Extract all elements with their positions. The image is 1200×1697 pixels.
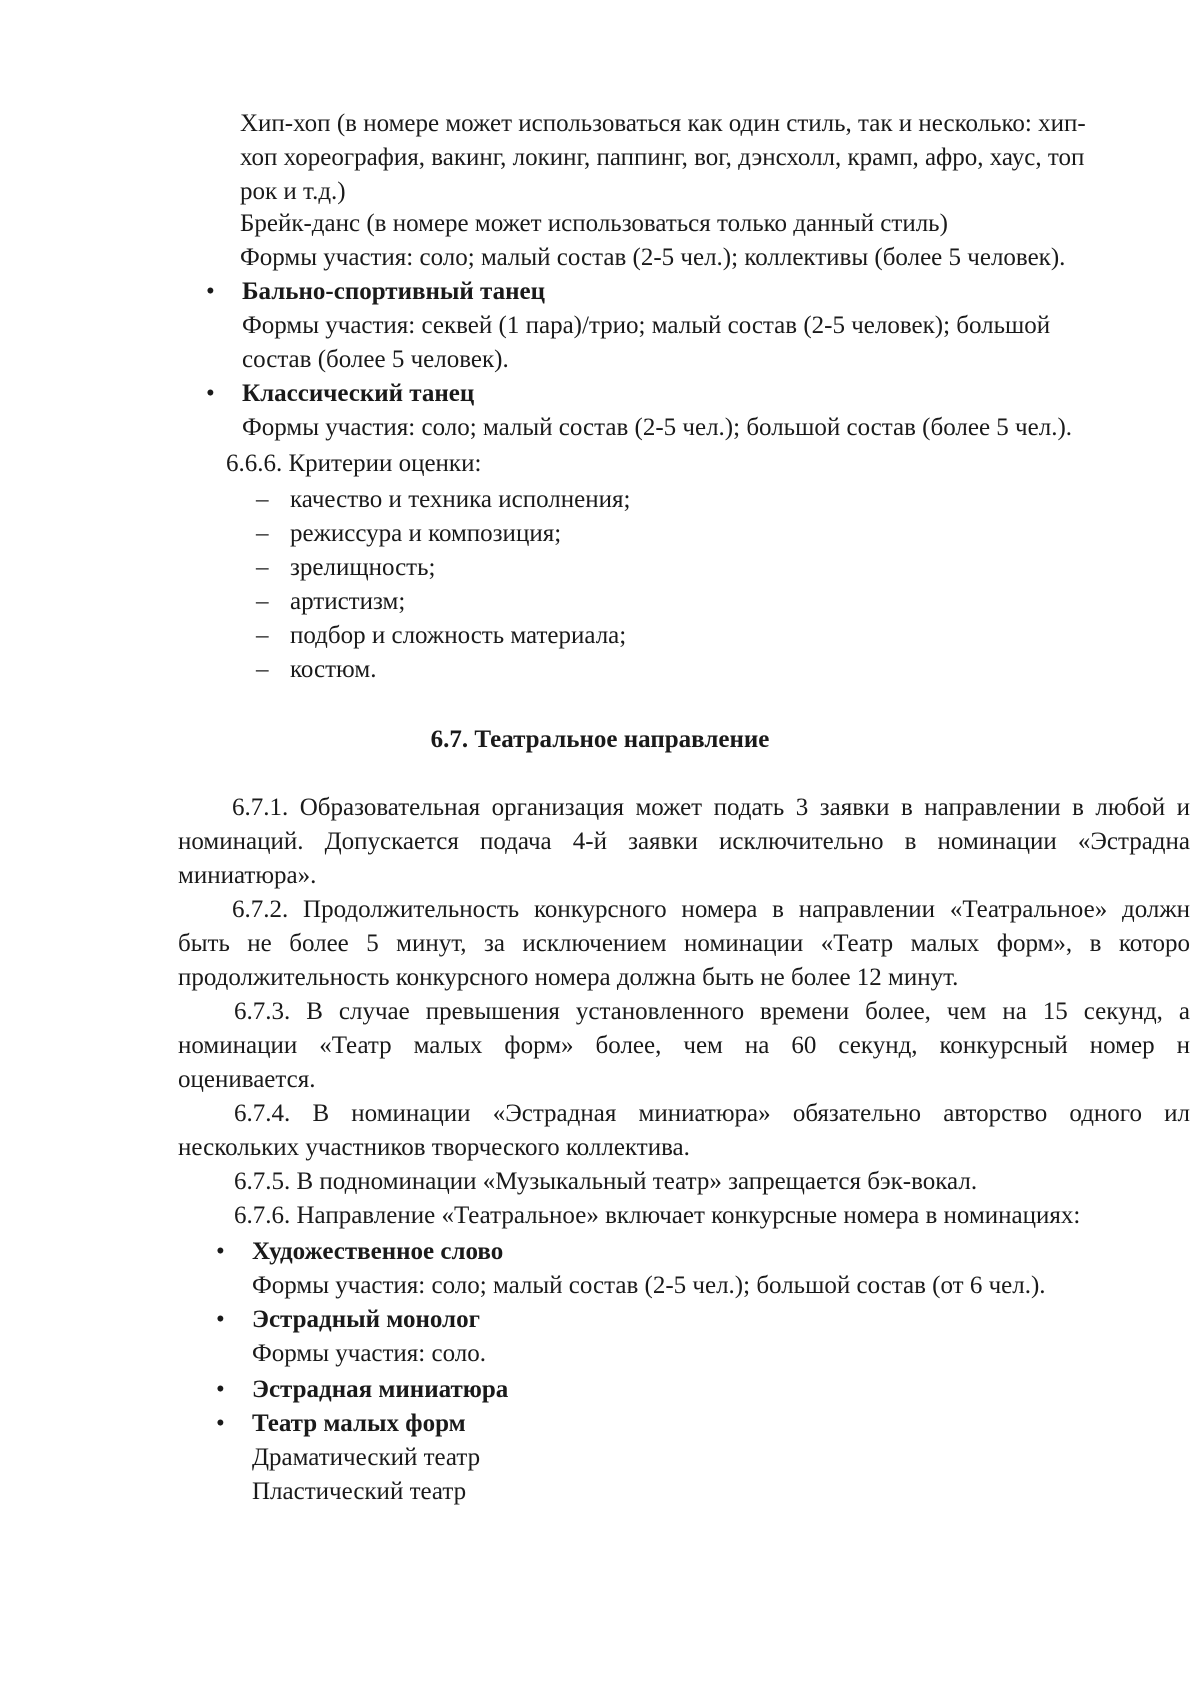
bullet-icon: • bbox=[206, 278, 215, 305]
paragraph-673-line-3: оценивается. bbox=[178, 1066, 316, 1093]
bullet-icon: • bbox=[216, 1376, 225, 1403]
criteria-item: режиссура и композиция; bbox=[290, 520, 562, 547]
dash-icon: – bbox=[256, 554, 269, 581]
criteria-item: зрелищность; bbox=[290, 554, 436, 581]
stage-miniature-title: Эстрадная миниатюра bbox=[252, 1376, 509, 1403]
paragraph-674-line-1: 6.7.4. В номинации «Эстрадная миниатюра» обязательно авторство одного ил bbox=[234, 1100, 1190, 1127]
paragraph-671-line-1: 6.7.1. Образовательная организация может подать 3 заявки в направлении в любой и bbox=[232, 794, 1190, 821]
artistic-word-title: Художественное слово bbox=[252, 1238, 504, 1265]
ballroom-dance-title: Бально-спортивный танец bbox=[242, 278, 546, 305]
dash-icon: – bbox=[256, 622, 269, 649]
stage-monologue-title: Эстрадный монолог bbox=[252, 1306, 480, 1333]
bullet-icon: • bbox=[216, 1410, 225, 1437]
criteria-item: артистизм; bbox=[290, 588, 406, 615]
drama-theatre-line: Драматический театр bbox=[252, 1444, 481, 1471]
ballroom-forms-line-1: Формы участия: секвей (1 пара)/трио; малый состав (2-5 человек); большой bbox=[242, 312, 1051, 339]
dash-icon: – bbox=[256, 656, 269, 683]
paragraph-674-line-2: нескольких участников творческого коллектива. bbox=[178, 1134, 690, 1161]
bullet-icon: • bbox=[216, 1306, 225, 1333]
paragraph-672-line-3: продолжительность конкурсного номера должна быть не более 12 минут. bbox=[178, 964, 959, 991]
breakdance-line: Брейк-данс (в номере может использоваться только данный стиль) bbox=[240, 210, 948, 237]
paragraph-673-line-2: номинации «Театр малых форм» более, чем на 60 секунд, конкурсный номер н bbox=[178, 1032, 1190, 1059]
bullet-icon: • bbox=[216, 1238, 225, 1265]
section-heading: 6.7. Театральное направление bbox=[430, 726, 770, 753]
paragraph-673-line-1: 6.7.3. В случае превышения установленного времени более, чем на 15 секунд, а bbox=[234, 998, 1190, 1025]
stage-monologue-forms: Формы участия: соло. bbox=[252, 1340, 486, 1367]
paragraph-671-line-2: номинаций. Допускается подача 4-й заявки исключительно в номинации «Эстрадна bbox=[178, 828, 1190, 855]
paragraph-676: 6.7.6. Направление «Театральное» включает конкурсные номера в номинациях: bbox=[234, 1202, 1081, 1229]
plastic-theatre-line: Пластический театр bbox=[252, 1478, 467, 1505]
hiphop-line-2: хоп хореография, вакинг, локинг, паппинг, вог, дэнсхолл, крамп, афро, хаус, топ bbox=[240, 144, 1085, 171]
criteria-item: костюм. bbox=[290, 656, 377, 683]
hiphop-line-1: Хип-хоп (в номере может использоваться как один стиль, так и несколько: хип- bbox=[240, 110, 1086, 137]
hiphop-line-3: рок и т.д.) bbox=[240, 178, 346, 205]
dash-icon: – bbox=[256, 486, 269, 513]
classical-forms-line: Формы участия: соло; малый состав (2-5 чел.); большой состав (более 5 чел.). bbox=[242, 414, 1073, 441]
criteria-item: подбор и сложность материала; bbox=[290, 622, 627, 649]
paragraph-675: 6.7.5. В подноминации «Музыкальный театр» запрещается бэк-вокал. bbox=[234, 1168, 978, 1195]
criteria-title: 6.6.6. Критерии оценки: bbox=[226, 450, 482, 477]
bullet-icon: • bbox=[206, 380, 215, 407]
ballroom-forms-line-2: состав (более 5 человек). bbox=[242, 346, 509, 373]
artistic-word-forms: Формы участия: соло; малый состав (2-5 чел.); большой состав (от 6 чел.). bbox=[252, 1272, 1046, 1299]
dash-icon: – bbox=[256, 520, 269, 547]
small-forms-theatre-title: Театр малых форм bbox=[252, 1410, 466, 1437]
paragraph-671-line-3: миниатюра». bbox=[178, 862, 317, 889]
participation-forms-line: Формы участия: соло; малый состав (2-5 чел.); коллективы (более 5 человек). bbox=[240, 244, 1066, 271]
paragraph-672-line-1: 6.7.2. Продолжительность конкурсного номера в направлении «Театральное» должн bbox=[232, 896, 1190, 923]
classical-dance-title: Классический танец bbox=[242, 380, 475, 407]
dash-icon: – bbox=[256, 588, 269, 615]
criteria-item: качество и техника исполнения; bbox=[290, 486, 631, 513]
paragraph-672-line-2: быть не более 5 минут, за исключением номинации «Театр малых форм», в которо bbox=[178, 930, 1190, 957]
